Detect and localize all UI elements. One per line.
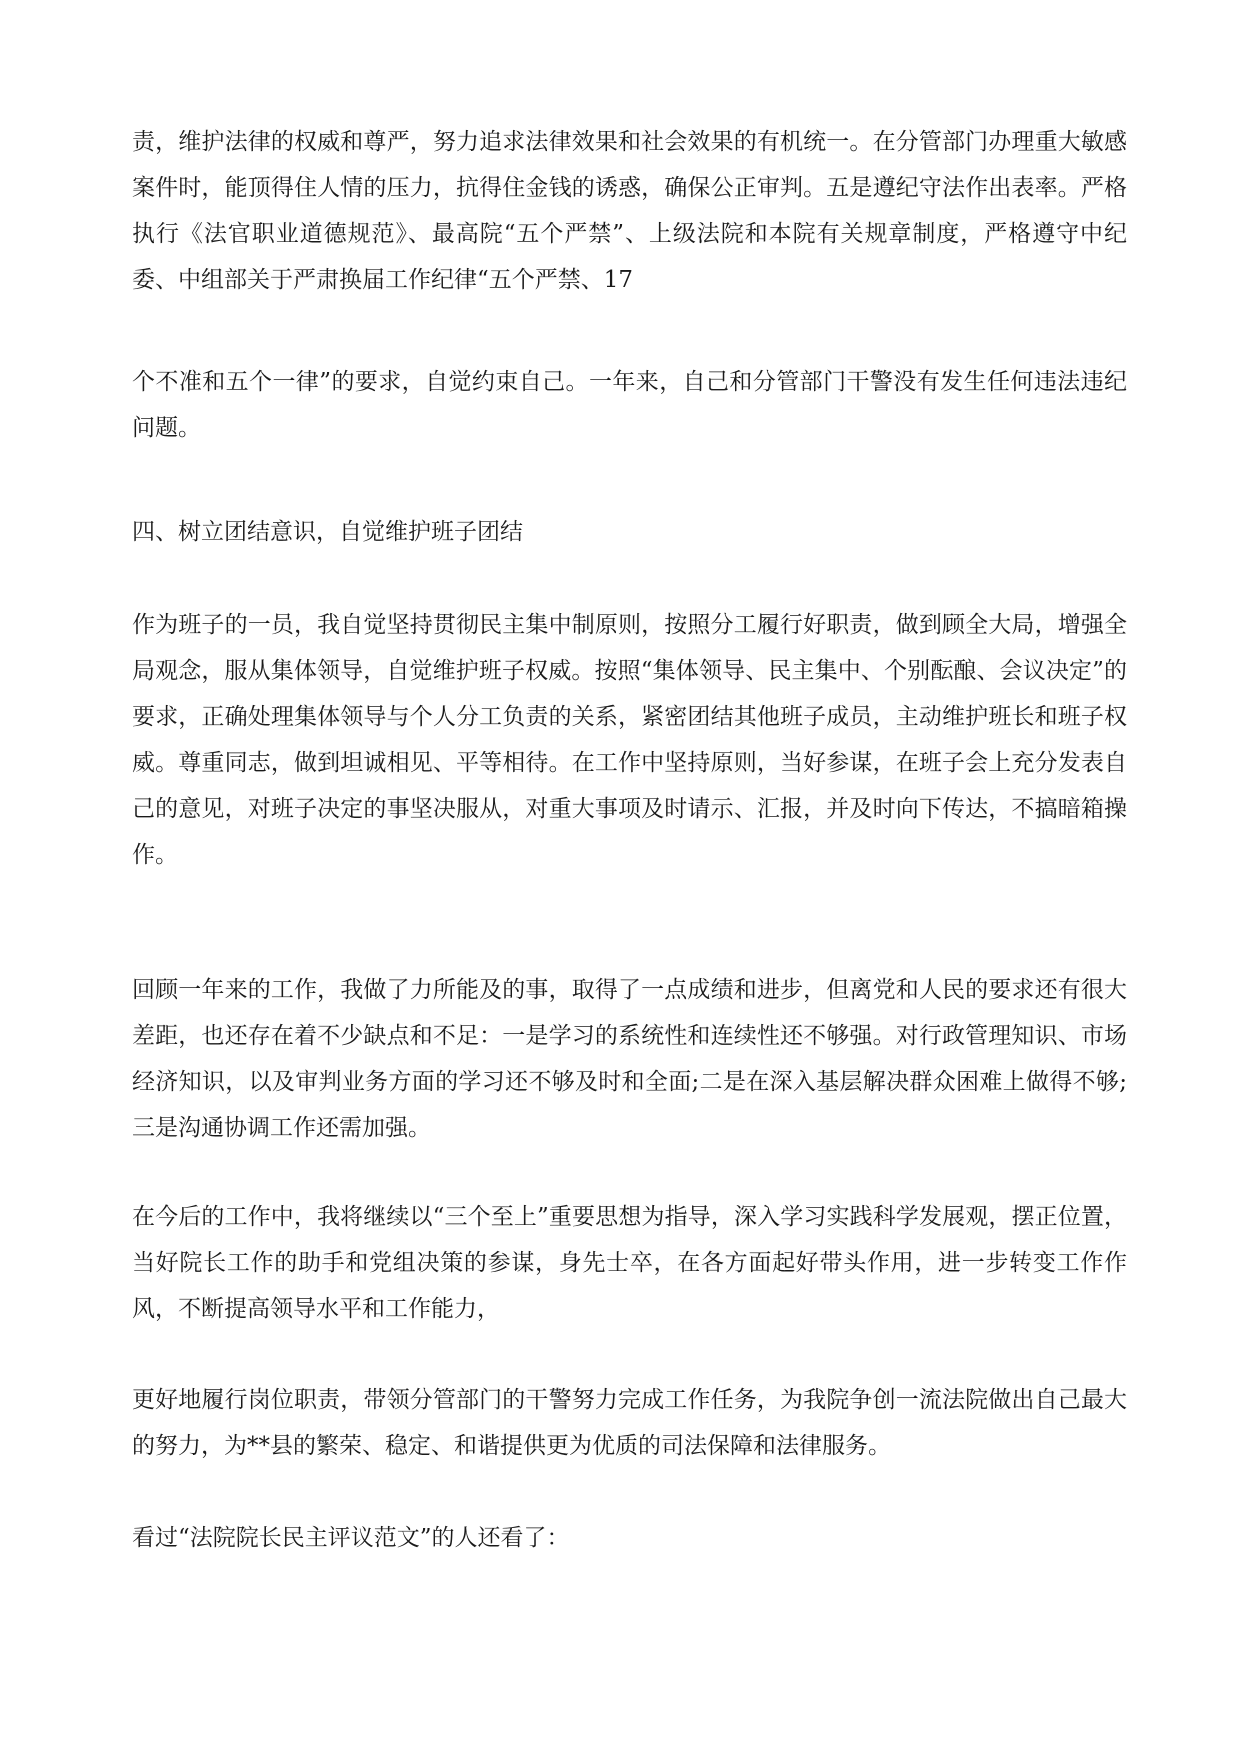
paragraph-shortcomings: 回顾一年来的工作，我做了力所能及的事，取得了一点成绩和进步，但离党和人民的要求还有很大差距，也还存在着不少缺点和不足：一是学习的系统性和连续性还不够强。对行政管理知识、市场经济知识，以及审判业务方面的学习还不够及时和全面;二是在深入基层解决群众困难上做得不够;三是沟通协调工作还需加强。 [132,977,1127,1141]
paragraph-future-work: 在今后的工作中，我将继续以“三个至上”重要思想为指导，深入学习实践科学发展观，摆正位置，当好院长工作的助手和党组决策的参谋，身先士卒，在各方面起好带头作用，进一步转变工作作风，不断提高领导水平和工作能力， [132,1204,1127,1322]
paragraph-discipline-continued: 责，维护法律的权威和尊严，努力追求法律效果和社会效果的有机统一。在分管部门办理重大敏感案件时，能顶得住人情的压力，抗得住金钱的诱惑，确保公正审判。五是遵纪守法作出表率。严格执行《法官职业道德规范》、最高院“五个严禁”、上级法院和本院有关规章制度，严格遵守中纪委、中组部关于严肃换届工作纪律“五个严禁、17 [132,129,1127,293]
section-heading-unity: 四、树立团结意识，自觉维护班子团结 [132,519,523,545]
paragraph-team-unity: 作为班子的一员，我自觉坚持贯彻民主集中制原则，按照分工履行好职责，做到顾全大局，增强全局观念，服从集体领导，自觉维护班子权威。按照“集体领导、民主集中、个别酝酿、会议决定”的要求，正确处理集体领导与个人分工负责的关系，紧密团结其他班子成员，主动维护班长和班子权威。尊重同志，做到坦诚相见、平等相待。在工作中坚持原则，当好参谋，在班子会上充分发表自己的意见，对班子决定的事坚决服从，对重大事项及时请示、汇报，并及时向下传达，不搞暗箱操作。 [132,612,1127,868]
paragraph-duties: 更好地履行岗位职责，带领分管部门的干警努力完成工作任务，为我院争创一流法院做出自己最大的努力，为**县的繁荣、稳定、和谐提供更为优质的司法保障和法律服务。 [132,1387,1127,1459]
paragraph-self-restraint: 个不准和五个一律”的要求，自觉约束自己。一年来，自己和分管部门干警没有发生任何违法违纪问题。 [132,369,1127,441]
related-reading-label: 看过“法院院长民主评议范文”的人还看了： [132,1525,570,1551]
